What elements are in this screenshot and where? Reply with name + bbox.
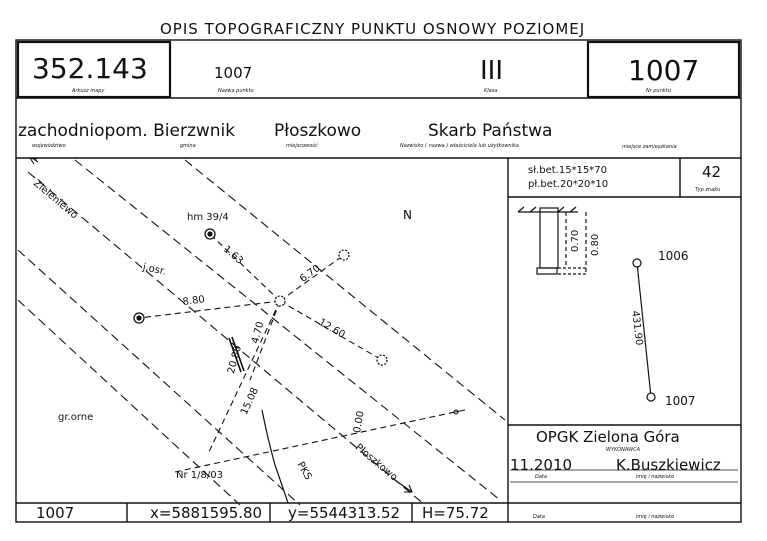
road-label-ploszkowo: Płoszkowo (352, 442, 400, 484)
nr-label: Nr 1/8/03 (176, 470, 223, 481)
owner-caption: Nazwisko ( nazwa ) właściciela lub użytkownika (400, 143, 519, 149)
map-sheet-caption: Arkusz mapy (72, 88, 105, 94)
pks-label: PKS (294, 460, 314, 482)
footer-point: 1007 (36, 504, 75, 522)
owner-value: Skarb Państwa (428, 121, 553, 141)
residence-caption: miejsce zamieszkania (622, 144, 677, 150)
sign-dim-070: 0.70 (570, 229, 581, 252)
document-title: OPIS TOPOGRAFICZNY PUNKTU OSNOWY POZIOMEJ (160, 20, 586, 38)
executor-name: K.Buszkiewicz (616, 456, 721, 474)
road-label-zieleniewo: Zieleniewo (30, 178, 80, 222)
footer-height: H=75.72 (422, 504, 489, 522)
footer-date-caption: Data (533, 514, 545, 520)
distance-0-00: 0.00 (352, 410, 367, 434)
point-number-caption: Nr punktu (646, 88, 671, 94)
distance-15-08: 15.08 (239, 386, 262, 417)
point-1007-label: 1007 (665, 394, 696, 408)
point-1006-label: 1006 (658, 249, 689, 263)
bearing-distance: 431.90 (629, 310, 645, 347)
point-name-caption: Nazwa punktu (218, 88, 254, 94)
hm-label: hm 39/4 (187, 212, 229, 223)
commune-caption: gmina (180, 143, 196, 149)
field-label-josr: j.osr. (141, 262, 168, 278)
executor-date: 11.2010 (510, 456, 573, 474)
distance-8-80: 8.80 (182, 294, 206, 308)
sign-type-caption: Typ znaku (695, 187, 721, 193)
executor-name-caption: imię i nazwisko (636, 474, 675, 480)
sign-dim-080: 0.80 (590, 233, 601, 256)
town-caption: miejscowość (286, 143, 318, 149)
voivodeship-value: zachodniopom. Bierzwnik (18, 121, 236, 141)
distance-1-63: 1.63 (220, 244, 246, 267)
voivodeship-caption: województwo (32, 143, 66, 149)
executor-caption: WYKONAWCA (606, 447, 641, 453)
point-name-value: 1007 (214, 64, 253, 82)
north-label: N (403, 208, 412, 222)
distance-12-60: 12.60 (316, 317, 347, 341)
sign-type-value: 42 (702, 163, 722, 181)
town-value: Płoszkowo (274, 121, 362, 141)
footer-y-coord: y=5544313.52 (288, 504, 401, 522)
sign-spec-line1: sł.bet.15*15*70 (528, 165, 608, 176)
distance-20-80: 20.80 (226, 344, 245, 375)
class-caption: Klasa (484, 88, 498, 94)
executor-date-caption: Data (535, 474, 547, 480)
map-sheet-value: 352.143 (32, 52, 148, 85)
distance-4-70: 4.70 (250, 320, 267, 345)
distance-6-70: 6.70 (298, 262, 323, 285)
executor-company: OPGK Zielona Góra (536, 428, 680, 446)
footer-x-coord: x=5881595.80 (150, 504, 263, 522)
sign-spec-line2: pł.bet.20*20*10 (528, 179, 609, 190)
footer-name-caption: imię i nazwisko (636, 514, 675, 520)
point-number-value: 1007 (628, 54, 700, 87)
class-value: III (480, 56, 504, 86)
field-label-grorne: gr.orne (58, 412, 94, 423)
